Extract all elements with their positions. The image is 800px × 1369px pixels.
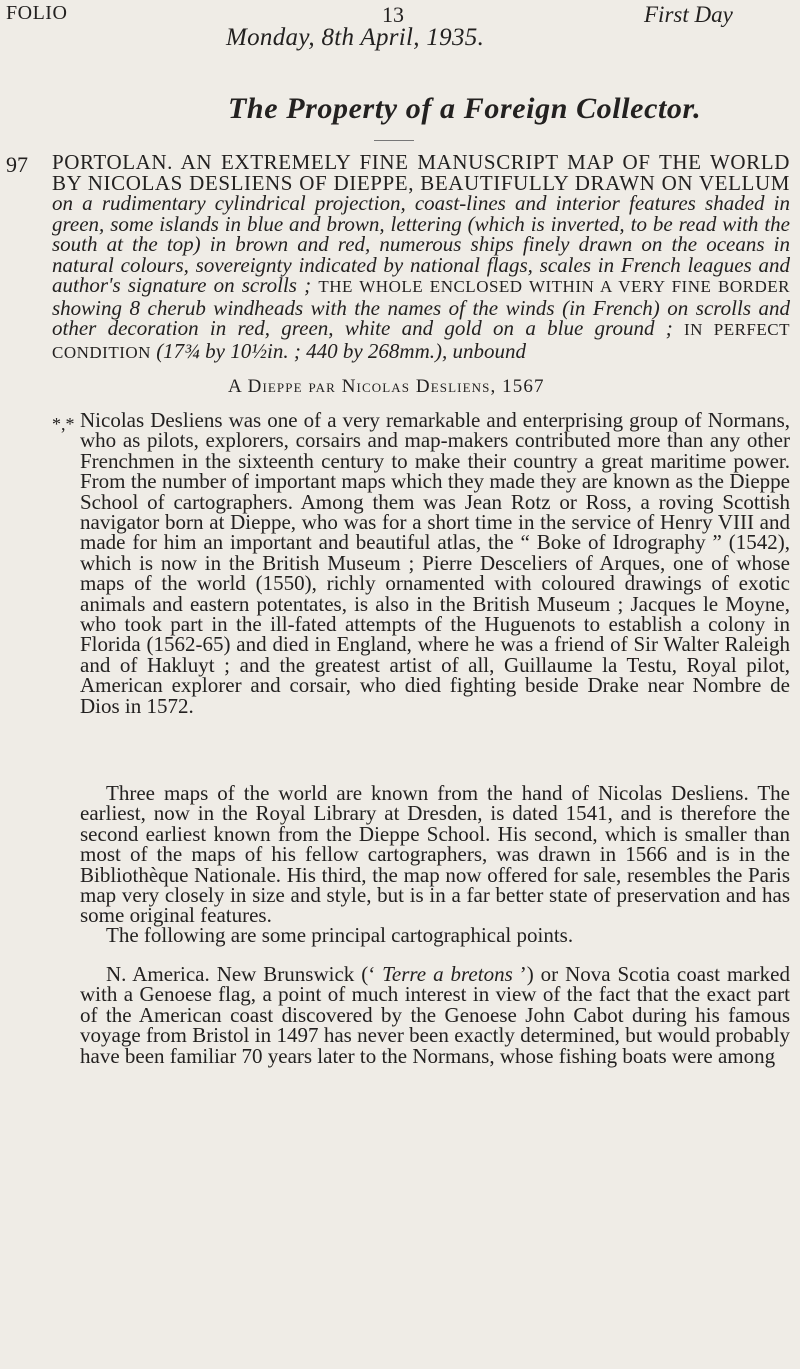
lot-desc-caps-2: THE WHOLE ENCLOSED WITHIN A VERY FINE BORDER <box>318 277 790 296</box>
lot-desc-caps-3: IN PERFECT CONDITION <box>52 320 790 362</box>
lot-desc-italic-2: showing 8 cherub windheads with the names of the winds (in French) on scrolls and other decoration in red, green, white and gold on a blue ground ; <box>52 295 790 340</box>
paragraph-text: Nicolas Desliens was one of a very remarkable and enterprising group of Normans, who as pilots, explorers, corsairs and map-makers contributed more than any other Frenchmen in the sixteenth century to make their country a great maritime power. From the number of important maps which they made they are known as the Dieppe School of cartographers. Among them was Jean Rotz or Ross, a roving Scottish navigator born at Dieppe, who was for a short time in the service of Henry VIII and made for him an important and beautiful atlas, the “ Boke of Idrography ” (1542), which is now in the British Museum ; Pierre Desceliers of Arques, one of whose maps of the world (1550), richly ornamented with coloured drawings of exotic animals and eastern potentates, is also in the British Museum ; Jacques le Moyne, who took part in the ill-fated attempts of the Huguenots to establish a colony in Florida (1562-65) and died in England, where he was a friend of Sir Walter Raleigh and of Hakluyt ; and the greatest artist of all, Guillaume la Testu, Royal pilot, American explorer and corsair, who died fighting beside Drake near Nombre de Dios in 1572. <box>80 408 790 718</box>
p4-italic: Terre a bretons <box>382 962 513 986</box>
lot-attribution-text: A Dieppe par Nicolas Desliens, 1567 <box>228 376 545 397</box>
sale-date: Monday, 8th April, 1935. <box>226 24 485 51</box>
lot-stars: *,* <box>52 414 75 434</box>
paragraph-text: The following are some principal cartographical points. <box>106 923 574 947</box>
paragraph-north-america <box>80 964 790 1066</box>
p4-lead: N. America. New Brunswick (‘ <box>106 962 383 986</box>
lot-desc-italic-1: on a rudimentary cylindrical projection, coast-lines and interior features shaded in green, some islands in blue and brown, lettering (which is inverted, to be read with the south at the top) in brown and red, numerous ships finely drawn on the oceans in natural colours, sovereignty indicated by national flags, scales in French leagues and author's signature on scrolls ; <box>52 191 790 297</box>
paragraph-three-maps <box>80 783 790 926</box>
sale-day: First Day <box>644 2 733 27</box>
paragraph-text <box>80 964 790 1066</box>
lot-description <box>52 152 790 363</box>
paragraph-desliens <box>80 410 790 716</box>
paragraph-cartographical-points <box>80 925 790 945</box>
lot-desc-caps-1: PORTOLAN. AN EXTREMELY FINE MANUSCRIPT MAP OF THE WORLD BY NICOLAS DESLIENS OF DIEPPE, BEAUTIFULLY DRAWN ON VELLUM <box>52 150 790 195</box>
lot-desc-italic-3: (17¾ by 10½in. ; 440 by 268mm.), unbound <box>150 338 526 363</box>
p4-rest: ’) or Nova Scotia coast marked with a Genoese flag, a point of much interest in view of the fact that the exact part of the American coast discovered by the Genoese John Cabot during his famous voyage from Bristol in 1497 has never been exactly determined, but would probably have been familiar 70 years later to the Normans, whose fishing boats were among <box>80 962 790 1068</box>
title-rule <box>374 140 414 141</box>
lot-attribution <box>228 376 545 398</box>
lot-number: 97 <box>6 152 28 177</box>
paragraph-text: Three maps of the world are known from the hand of Nicolas Desliens. The earliest, now in the Royal Library at Dresden, is dated 1541, and is therefore the second earliest known from the Dieppe School. His second, which is smaller than most of the maps of his fellow cartographers, was drawn in 1566 and is in the Bibliothèque Nationale. His third, the map now offered for sale, resembles the Paris map very closely in size and style, but is in a far better state of preservation and has some original features. <box>80 781 790 928</box>
page-number: 13 <box>382 2 404 27</box>
folio-label: FOLIO <box>6 2 68 24</box>
section-title: The Property of a Foreign Collector. <box>228 92 702 125</box>
